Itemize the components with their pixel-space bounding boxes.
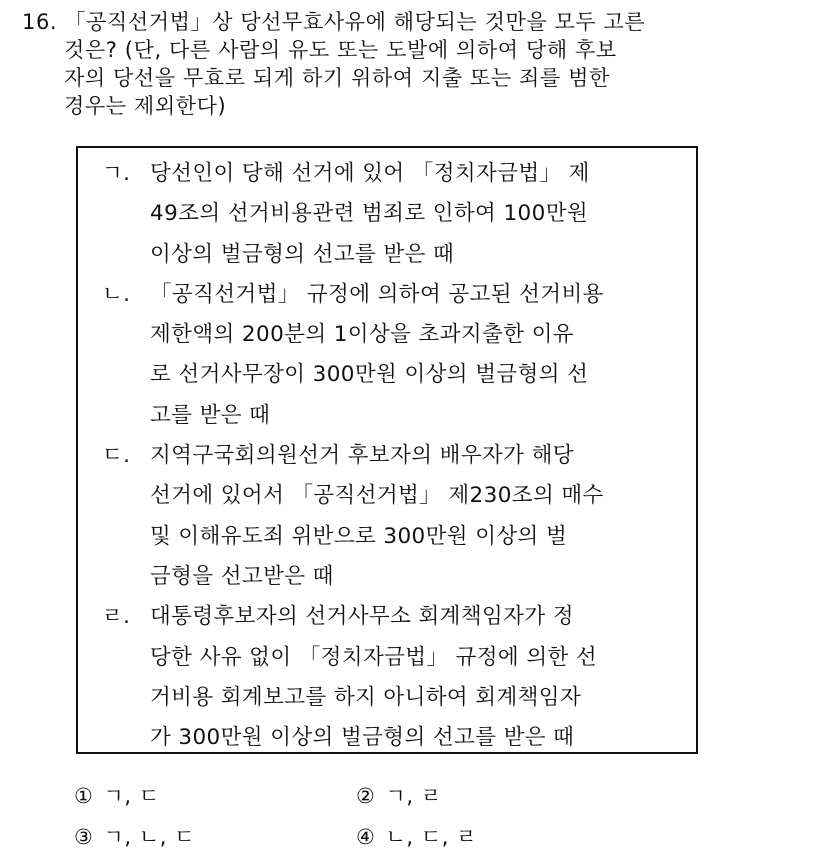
- statement-line: 49조의 선거비용관련 범죄로 인하여 100만원: [150, 201, 589, 227]
- statement-marker: ㄷ.: [102, 443, 131, 469]
- statement-item-nieun: [102, 275, 682, 436]
- statement-line: 당선인이 당해 선거에 있어 「정치자금법」 제: [150, 161, 590, 186]
- question-text-line-1: 「공직선거법」상 당선무효사유에 해당되는 것만을 모두 고른: [64, 10, 646, 34]
- answer-option-3[interactable]: [74, 817, 195, 858]
- statement-item-digeut: [102, 436, 682, 597]
- answer-options: [74, 776, 774, 858]
- statement-marker: ㄹ.: [102, 604, 131, 630]
- statement-list: [102, 154, 682, 758]
- question-text-line-3: 자의 당선을 무효로 되게 하기 위하여 지출 또는 죄를 범한: [64, 66, 610, 90]
- statement-line: 선거에 있어서 「공직선거법」 제230조의 매수: [150, 483, 604, 509]
- answer-option-4[interactable]: [356, 817, 477, 858]
- question-line: [22, 8, 802, 36]
- statement-marker: ㄴ.: [102, 281, 131, 307]
- option-number: ④: [356, 825, 376, 849]
- question-stem: [22, 8, 802, 120]
- statement-text: [102, 597, 682, 758]
- statement-line: 금형을 선고받은 때: [150, 563, 334, 589]
- option-number: ②: [356, 784, 376, 808]
- option-text: ㄱ, ㄹ: [385, 784, 442, 808]
- statement-box: [76, 146, 698, 754]
- question-text-line-4: 경우는 제외한다): [64, 94, 227, 118]
- statement-line: 제한액의 200분의 1이상을 초과지출한 이유: [150, 322, 574, 348]
- answer-option-row: [74, 776, 774, 817]
- statement-line: 지역구국회의원선거 후보자의 배우자가 해당: [150, 443, 574, 469]
- option-text: ㄴ, ㄷ, ㄹ: [385, 825, 478, 849]
- statement-line: 고를 받은 때: [150, 402, 271, 428]
- answer-option-1[interactable]: [74, 776, 160, 817]
- statement-item-rieul: [102, 597, 682, 758]
- statement-line: 및 이해유도죄 위반으로 300만원 이상의 벌: [150, 523, 568, 549]
- statement-text: [102, 154, 682, 275]
- option-number: ③: [74, 825, 94, 849]
- question-text-line-2: 것은? (단, 다른 사람의 유도 또는 도발에 의하여 당해 후보: [64, 38, 617, 62]
- question-number: 16.: [22, 10, 58, 34]
- statement-marker: ㄱ.: [102, 161, 131, 186]
- option-text: ㄱ, ㄴ, ㄷ: [103, 825, 196, 849]
- statement-line: 가 300만원 이상의 벌금형의 선고를 받은 때: [150, 725, 575, 751]
- statement-line: 「공직선거법」 규정에 의하여 공고된 선거비용: [150, 281, 604, 307]
- option-text: ㄱ, ㄷ: [103, 784, 160, 808]
- answer-option-row: [74, 817, 774, 858]
- statement-line: 당한 사유 없이 「정치자금법」 규정에 의한 선: [150, 644, 598, 670]
- statement-line: 거비용 회계보고를 하지 아니하여 회계책임자: [150, 684, 582, 710]
- answer-option-2[interactable]: [356, 776, 442, 817]
- statement-text: [102, 436, 682, 597]
- statement-line: 로 선거사무장이 300만원 이상의 벌금형의 선: [150, 362, 589, 388]
- statement-item-giyeok: [102, 154, 682, 275]
- option-number: ①: [74, 784, 94, 808]
- statement-line: 대통령후보자의 선거사무소 회계책임자가 정: [150, 604, 574, 630]
- statement-line: 이상의 벌금형의 선고를 받은 때: [150, 241, 455, 267]
- statement-text: [102, 275, 682, 436]
